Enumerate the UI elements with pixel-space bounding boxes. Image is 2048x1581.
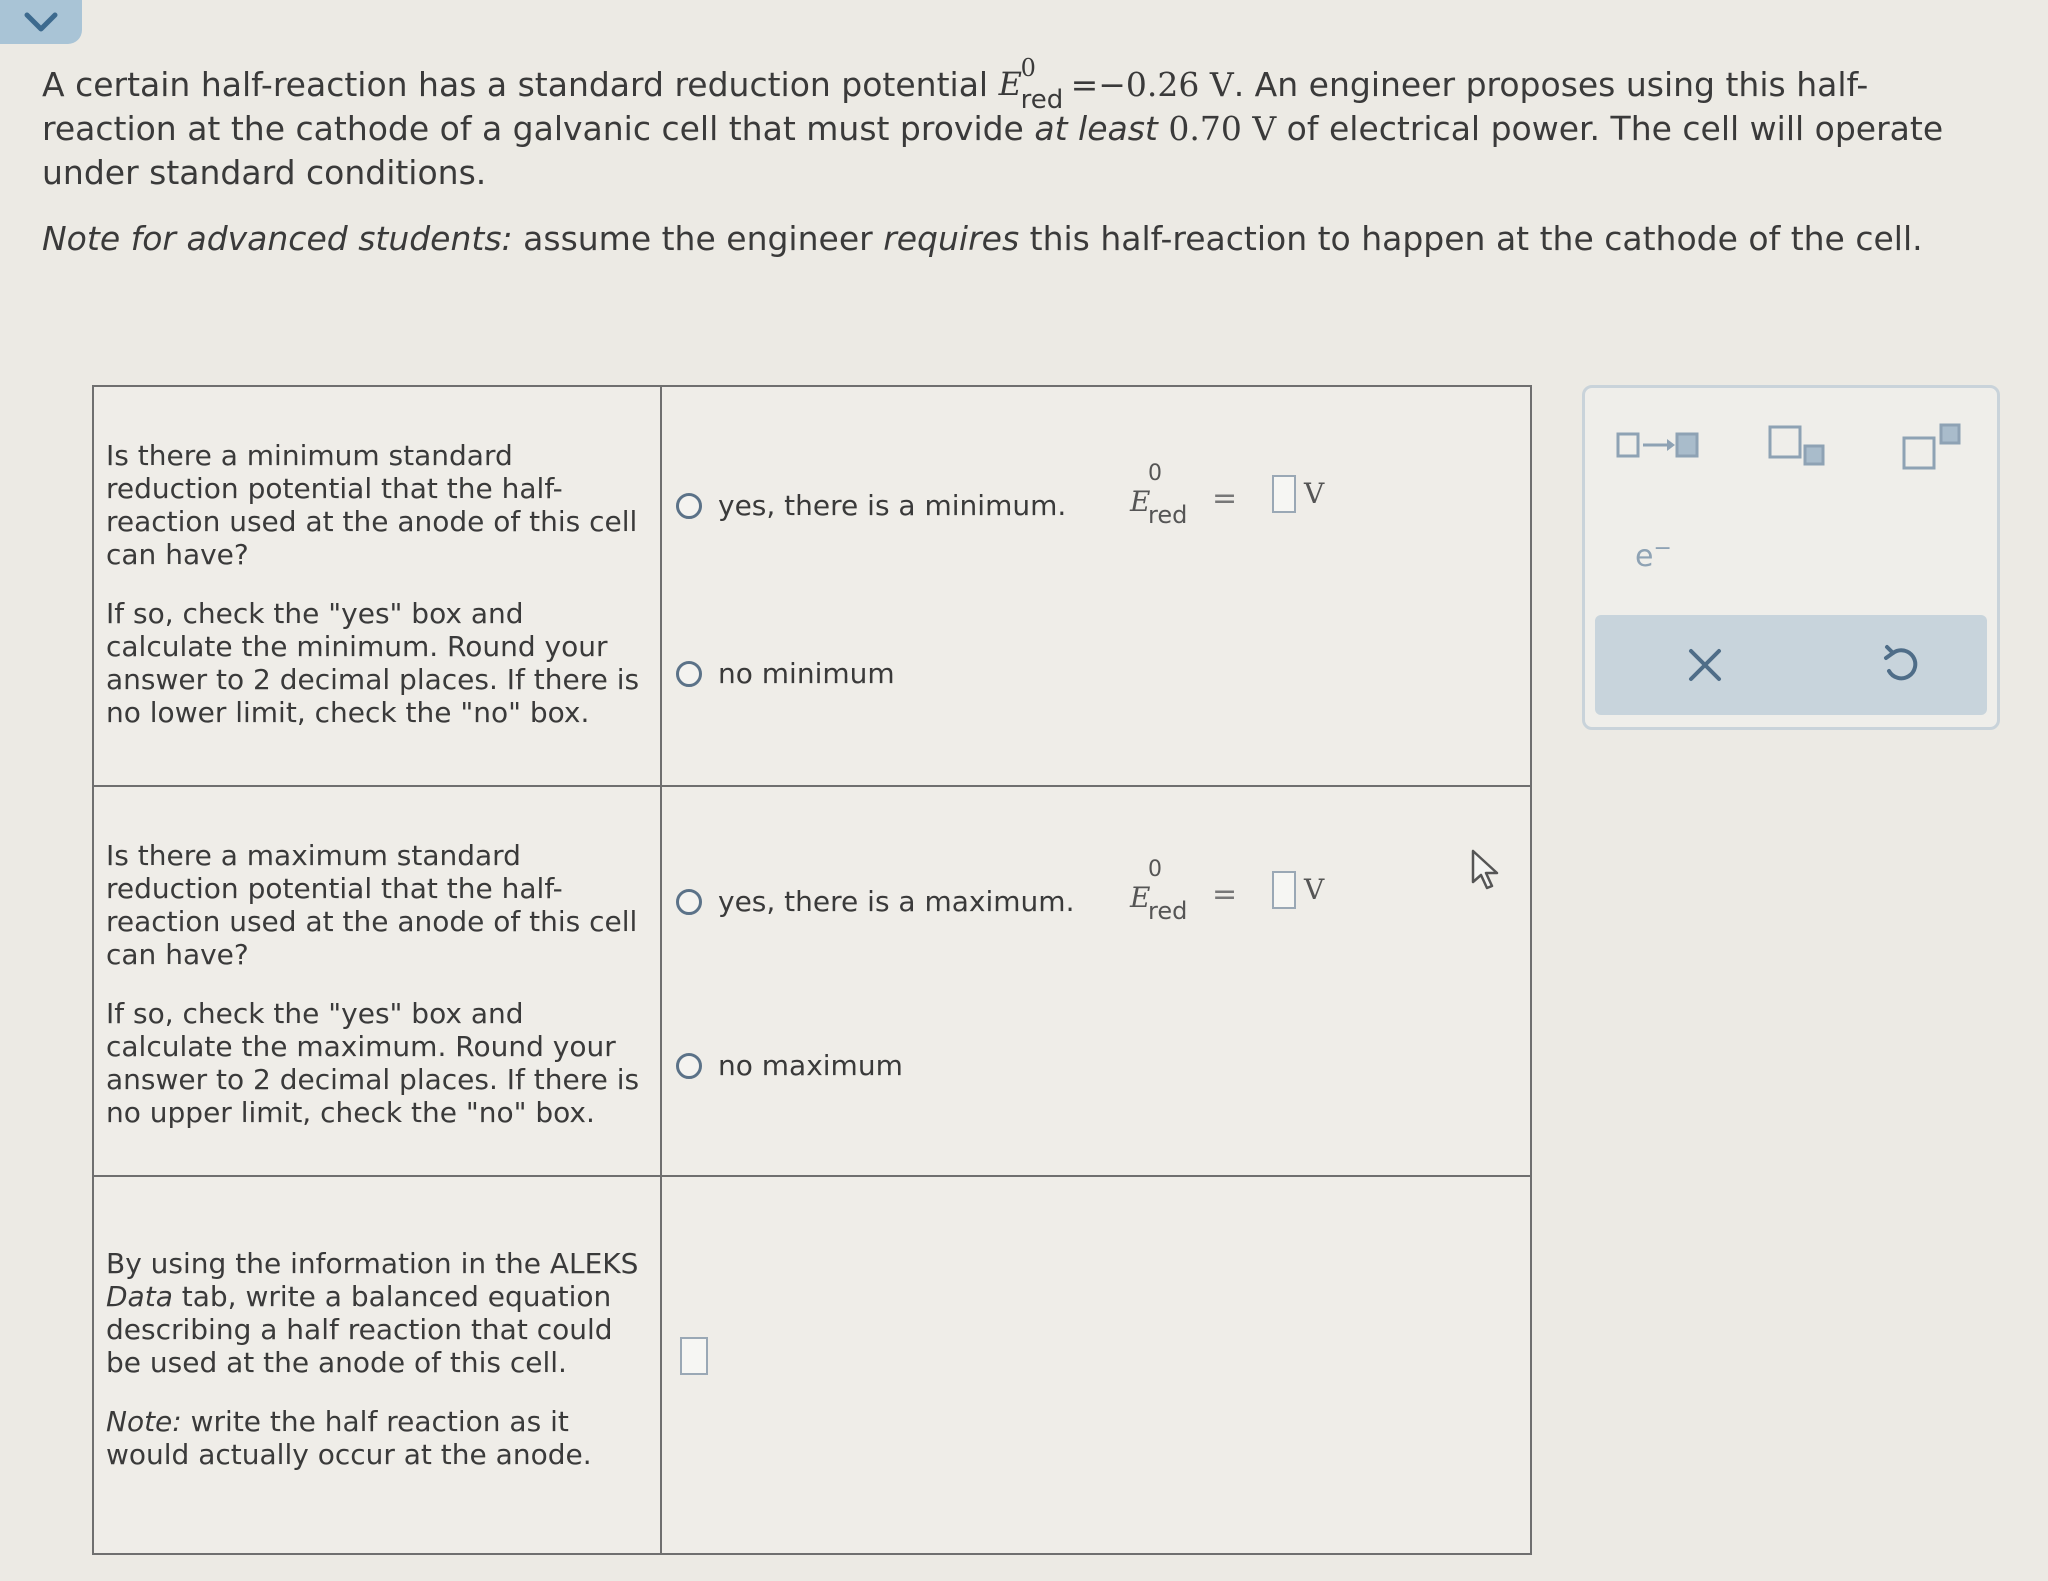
q2-max-input[interactable] — [1272, 871, 1296, 909]
note-text: write the half reaction as it would actually occur at the anode. — [106, 1405, 592, 1471]
q2-max-equation — [1130, 857, 1350, 931]
q1-min-input[interactable] — [1272, 475, 1296, 513]
prompt-text: of electrical power. The cell will operate under standard conditions. — [42, 109, 1944, 192]
note-text: assume the engineer — [523, 219, 873, 258]
e-symbol: E — [1130, 485, 1151, 518]
problem-statement — [42, 54, 1982, 283]
question-table — [92, 385, 1532, 1555]
q2-question-text: Is there a maximum standard reduction potential that the half-reaction used at the anode of this cell can have? — [106, 839, 638, 971]
q1-question-cell — [94, 387, 662, 787]
note-text: this half-reaction to happen at the cathode of the cell. — [1029, 219, 1923, 258]
q1-question-text: Is there a minimum standard reduction potential that the half-reaction used at the anode of this cell can have? — [106, 439, 638, 571]
q3-note — [106, 1405, 648, 1471]
q1-yes-option[interactable] — [676, 489, 1066, 522]
math-toolbox — [1582, 385, 2000, 730]
e-subscript: red — [1148, 501, 1188, 529]
q1-no-option[interactable] — [676, 657, 895, 690]
note-label: Note: — [106, 1405, 182, 1438]
unit-label: V — [1304, 477, 1325, 510]
q1-instructions: If so, check the "yes" box and calculate the minimum. Round your answer to 2 decimal places. If there is no lower limit, check the "no" box. — [106, 597, 640, 729]
q3-equation-input[interactable] — [680, 1337, 708, 1375]
emphasis-text: at least — [1034, 109, 1158, 148]
emphasis-text: requires — [883, 219, 1020, 258]
given-potential: =−0.26 V — [1070, 65, 1234, 104]
clear-x-icon[interactable] — [1677, 637, 1733, 693]
q1-min-equation — [1130, 461, 1350, 535]
subscript-icon[interactable] — [1767, 424, 1829, 468]
superscript-icon[interactable] — [1901, 422, 1965, 472]
e-superscript: 0 — [1148, 857, 1162, 882]
unit-label: V — [1304, 873, 1325, 906]
q2-no-option[interactable] — [676, 1049, 903, 1082]
q1-answer-cell — [662, 387, 1530, 787]
q1-yes-label: yes, there is a minimum. — [718, 489, 1067, 522]
q3-text: tab, write a balanced equation describing a half reaction that could be used at the anode of this cell. — [106, 1280, 613, 1379]
e-superscript: 0 — [1020, 54, 1036, 82]
q1-yes-radio[interactable] — [676, 493, 702, 519]
q2-yes-option[interactable] — [676, 885, 1074, 918]
reaction-arrow-icon[interactable] — [1615, 428, 1701, 462]
q3-answer-cell — [662, 1177, 1530, 1553]
chevron-down-icon — [21, 9, 61, 35]
e-subscript: red — [1148, 897, 1188, 925]
q2-yes-label: yes, there is a maximum. — [718, 885, 1075, 918]
equals-sign: = — [1212, 481, 1238, 516]
electron-label: e — [1635, 539, 1654, 574]
problem-paragraph — [42, 54, 1982, 195]
toolbox-action-bar — [1595, 615, 1987, 715]
advanced-note — [42, 217, 1982, 261]
electron-charge: − — [1653, 536, 1672, 561]
q3-text: By using the information in the ALEKS — [106, 1247, 639, 1280]
q2-no-radio[interactable] — [676, 1053, 702, 1079]
e-subscript: red — [1020, 85, 1064, 115]
e-symbol: E — [1130, 881, 1151, 914]
q1-no-label: no minimum — [718, 657, 895, 690]
q2-question-cell — [94, 787, 662, 1177]
q3-question-text — [106, 1247, 648, 1379]
prompt-text: A certain half-reaction has a standard reduction potential — [42, 65, 989, 104]
q2-answer-cell — [662, 787, 1530, 1177]
undo-icon[interactable] — [1873, 637, 1929, 693]
mouse-cursor-icon — [1470, 848, 1504, 892]
q2-instructions: If so, check the "yes" box and calculate the maximum. Round your answer to 2 decimal places. If there is no upper limit, check the "no" box. — [106, 997, 640, 1129]
data-tab-reference: Data — [106, 1280, 173, 1313]
e-superscript: 0 — [1148, 461, 1162, 486]
collapse-tab[interactable] — [0, 0, 82, 44]
standard-potential-symbol — [998, 54, 1071, 115]
q3-question-cell — [94, 1177, 662, 1553]
e-symbol: E — [998, 65, 1022, 103]
note-label: Note for advanced students: — [42, 219, 513, 258]
prompt-text: . An engineer proposes using this half-reaction at the cathode of a galvanic cell that must provide — [42, 65, 1869, 148]
electron-button[interactable] — [1635, 536, 1672, 574]
q1-no-radio[interactable] — [676, 661, 702, 687]
q2-yes-radio[interactable] — [676, 889, 702, 915]
q2-no-label: no maximum — [718, 1049, 903, 1082]
equals-sign: = — [1212, 877, 1238, 912]
required-voltage: 0.70 V — [1168, 109, 1277, 148]
